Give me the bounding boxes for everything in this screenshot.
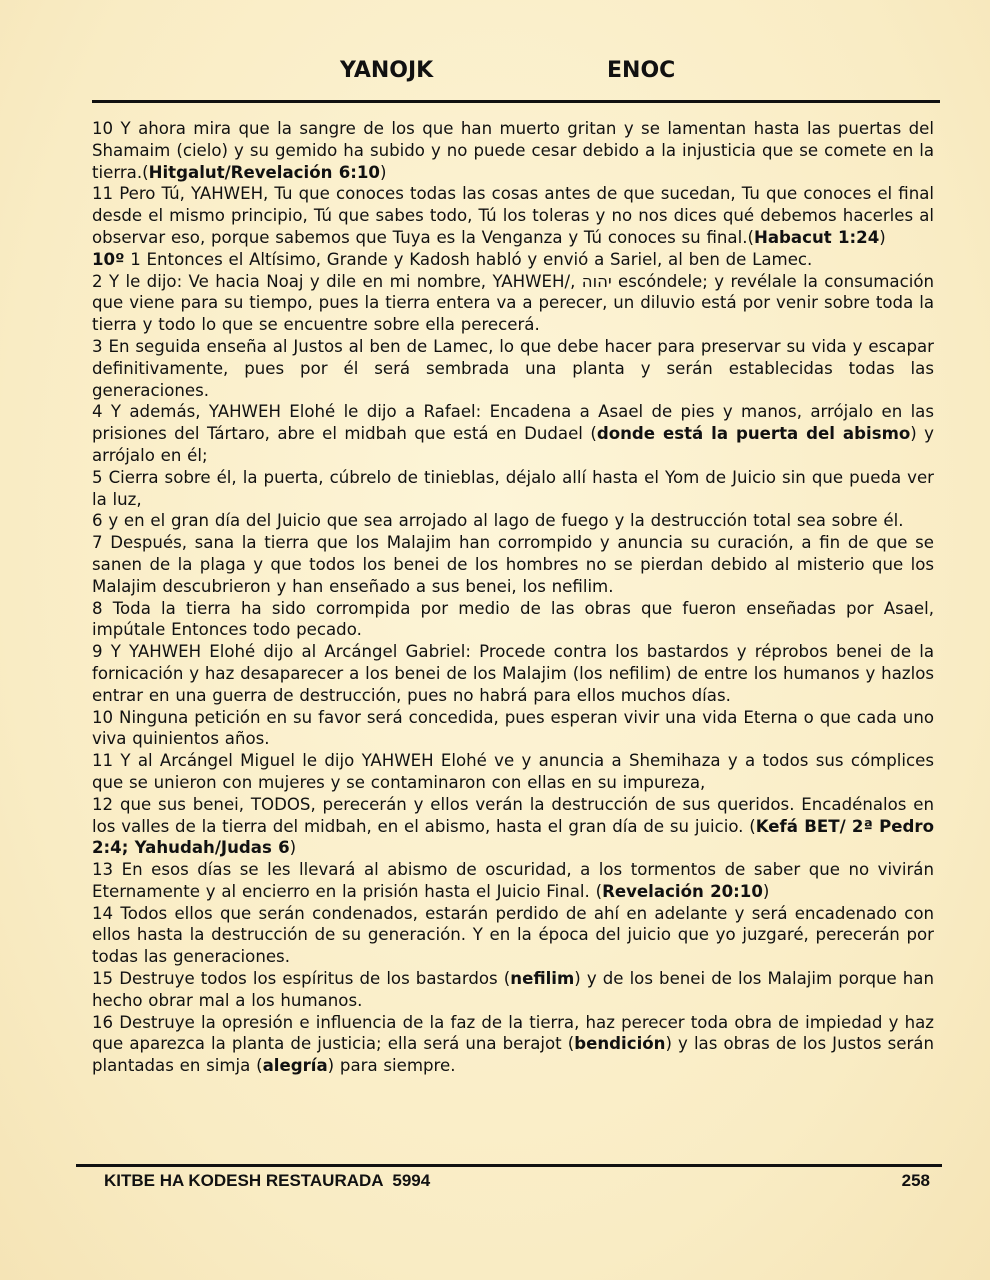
- verse-text: 2 Y le dijo: Ve hacia Noaj y dile en mi nombre, YAHWEH/, יהוה escóndele; y revélale la consumación que viene para su tiempo, pues la tierra entera va a perecer, un diluvio está por venir sobre toda la tierra y todo lo que se encuentre sobre ella perecerá.: [92, 271, 934, 335]
- bold-reference: Kefá BET/ 2ª Pedro 2:4; Yahudah/Judas 6: [92, 816, 935, 858]
- verse-text: 5 Cierra sobre él, la puerta, cúbrelo de tinieblas, déjalo allí hasta el Yom de Juicio sin que pueda ver la luz,: [92, 467, 934, 509]
- verse-paragraph: [92, 750, 934, 794]
- bold-reference: 10º: [92, 249, 125, 269]
- verse-text: ) y de los benei de los Malajim porque han hecho obrar mal a los humanos.: [92, 969, 934, 1010]
- verse-text: 15 Destruye todos los espíritus de los bastardos (: [92, 969, 511, 989]
- verse-text: ): [879, 227, 886, 247]
- verse-paragraph: [92, 249, 934, 271]
- verse-paragraph: [92, 707, 934, 751]
- verse-paragraph: [92, 271, 934, 336]
- verse-text: 9 Y YAHWEH Elohé dijo al Arcángel Gabriel: Procede contra los bastardos y réprobos benei de la fornicación y haz desaparecer a los benei de los Malajim (los nefilim) de entre los humanos y hazlos entrar en una guerra de destrucción, pues no habrá para ellos muchos días.: [92, 642, 934, 705]
- verse-paragraph: [92, 510, 934, 532]
- verse-text: ) y arrójalo en él;: [92, 424, 934, 465]
- header-title-hebrew: YANOJK: [340, 58, 434, 83]
- bold-reference: bendición: [574, 1034, 666, 1054]
- chapter-text: [92, 118, 934, 1077]
- verse-text: ): [289, 838, 297, 858]
- page-header: [92, 58, 940, 94]
- verse-paragraph: [92, 794, 934, 859]
- bold-reference: Hitgalut/Revelación 6:10: [148, 162, 380, 182]
- page-number: 258: [901, 1171, 930, 1190]
- verse-paragraph: [92, 401, 934, 466]
- verse-paragraph: [92, 968, 934, 1012]
- verse-paragraph: [92, 641, 934, 706]
- header-rule: [92, 100, 940, 103]
- bold-reference: Revelación 20:10: [602, 881, 763, 901]
- verse-paragraph: [92, 532, 934, 597]
- bold-reference: donde está la puerta del abismo: [596, 424, 911, 444]
- verse-paragraph: [92, 859, 934, 903]
- verse-text: 3 En seguida enseña al Justos al ben de Lamec, lo que debe hacer para preservar su vida y escapar definitivamente, pues por él será sembrada una planta y serán establecidas todas las generaciones.: [92, 336, 934, 400]
- bold-reference: alegría: [262, 1056, 328, 1076]
- verse-paragraph: [92, 336, 934, 401]
- footer-rule: [76, 1164, 942, 1167]
- header-title-spanish: ENOC: [607, 58, 676, 83]
- verse-text: ): [762, 881, 770, 901]
- verse-paragraph: [92, 183, 934, 248]
- verse-text: 16 Destruye la opresión e influencia de la faz de la tierra, haz perecer toda obra de impiedad y haz que aparezca la planta de justicia; ella será una berajot (: [92, 1012, 934, 1054]
- bold-reference: Habacut 1:24: [753, 227, 880, 247]
- verse-text: 6 y en el gran día del Juicio que sea arrojado al lago de fuego y la destrucción total sea sobre él.: [92, 511, 904, 531]
- footer-book-title: KITBE HA KODESH RESTAURADA 5994: [104, 1171, 431, 1190]
- verse-paragraph: [92, 1012, 934, 1077]
- bold-reference: nefilim: [510, 969, 575, 989]
- verse-text: 14 Todos ellos que serán condenados, estarán perdido de ahí en adelante y será encadenado con ellos hasta la destrucción de su generación. Y en la época del juicio que yo juzgaré, perecerán por todas las generaciones.: [92, 903, 934, 967]
- verse-text: 4 Y además, YAHWEH Elohé le dijo a Rafael: Encadena a Asael de pies y manos, arrójalo en las prisiones del Tártaro, abre el midbah que está en Dudael (: [92, 402, 934, 444]
- verse-text: ): [379, 162, 387, 182]
- verse-text: 10 Ninguna petición en su favor será concedida, pues esperan vivir una vida Eterna o que cada uno viva quinientos años.: [92, 707, 934, 749]
- verse-text: 11 Y al Arcángel Miguel le dijo YAHWEH Elohé ve y anuncia a Shemihaza y a todos sus cómplices que se unieron con mujeres y se contaminaron con ellas en su impureza,: [92, 751, 934, 792]
- verse-paragraph: [92, 467, 934, 511]
- verse-text: 7 Después, sana la tierra que los Malajim han corrompido y anuncia su curación, a fin de que se sanen de la plaga y que todos los benei de los hombres no se pierdan debido al misterio que los Malajim descubrieron y han enseñado a sus benei, los nefilim.: [92, 533, 934, 596]
- verse-text: ) y las obras de los Justos serán plantadas en simja (: [92, 1034, 934, 1076]
- verse-text: 12 que sus benei, TODOS, perecerán y ellos verán la destrucción de sus queridos. Encadénalos en los valles de la tierra del midbah, en el abismo, hasta el gran día de su juicio. (: [92, 794, 934, 836]
- verse-paragraph: [92, 903, 934, 968]
- verse-text: 11 Pero Tú, YAHWEH, Tu que conoces todas las cosas antes de que sucedan, Tu que conoces el final desde el mismo principio, Tú que sabes todo, Tú los toleras y no nos dices qué debemos hacerles al observar eso, porque sabemos que Tuya es la Venganza y Tú conoces su final.(: [92, 184, 934, 247]
- verse-text: 1 Entonces el Altísimo, Grande y Kadosh habló y envió a Sariel, al ben de Lamec.: [124, 249, 813, 269]
- verse-text: 13 En esos días se les llevará al abismo de oscuridad, a los tormentos de saber que no vivirán Eternamente y al encierro en la prisión hasta el Juicio Final. (: [92, 860, 934, 901]
- verse-paragraph: [92, 118, 934, 183]
- verse-text: ) para siempre.: [327, 1056, 456, 1076]
- verse-text: 10 Y ahora mira que la sangre de los que han muerto gritan y se lamentan hasta las puertas del Shamaim (cielo) y su gemido ha subido y no puede cesar debido a la injusticia que se comete en la tierra.(: [92, 119, 934, 182]
- verse-paragraph: [92, 598, 934, 642]
- verse-text: 8 Toda la tierra ha sido corrompida por medio de las obras que fueron enseñadas por Asael, impútale Entonces todo pecado.: [92, 598, 934, 640]
